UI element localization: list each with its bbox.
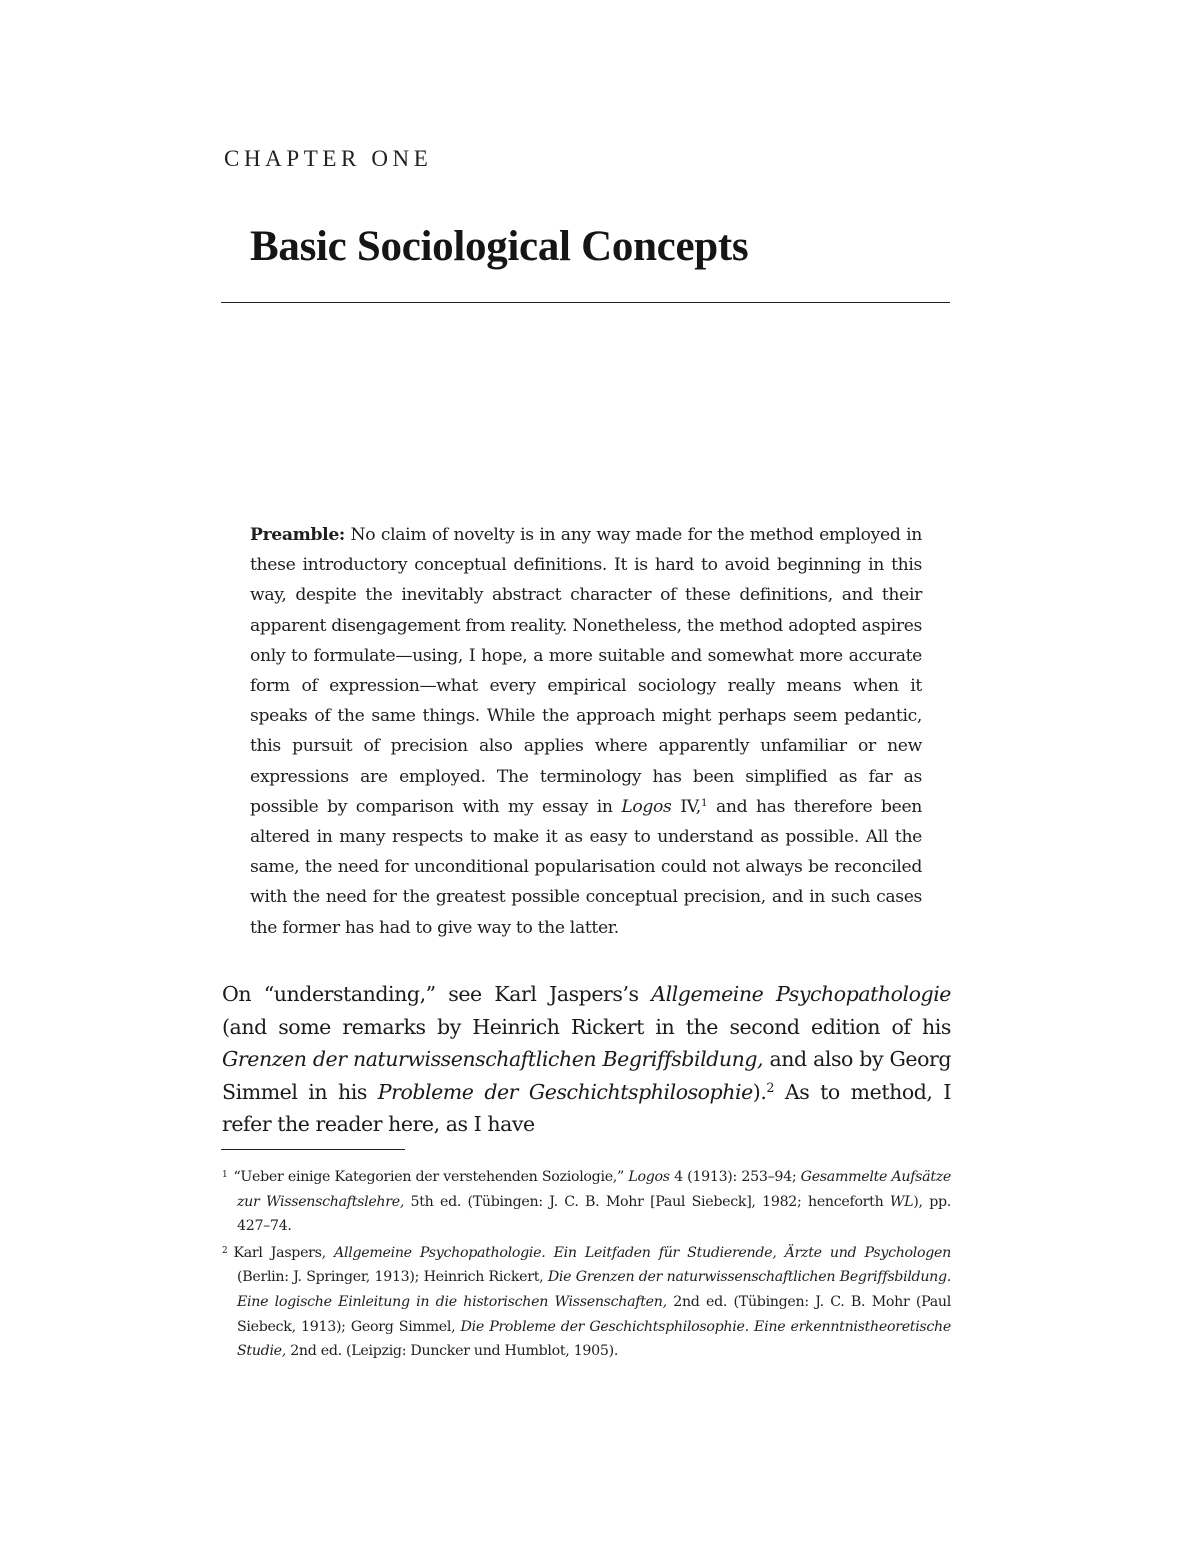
- footnote-ref-2: 2: [766, 1079, 775, 1095]
- footnotes: [222, 1163, 951, 1364]
- footnote-italic: Allgemeine Psychopathologie. Ein Leitfaden für Studierende, Ärzte und Psychologen: [334, 1244, 951, 1261]
- footnote-ref-1: 1: [700, 795, 708, 809]
- footnote-text: “Ueber einige Kategorien der verstehenden Soziologie,”: [233, 1169, 629, 1185]
- footnote-italic: Logos: [628, 1169, 670, 1185]
- footnote-text: 2nd ed. (Leipzig: Duncker und Humblot, 1905).: [285, 1343, 619, 1360]
- body-paragraph: [222, 978, 951, 1141]
- footnote-mark: 1: [222, 1170, 228, 1180]
- footnote-mark: 2: [222, 1245, 228, 1256]
- body-italic: Grenzen der naturwissenschaftlichen Begriffsbildung,: [222, 1047, 764, 1071]
- preamble-label: Preamble:: [250, 525, 345, 545]
- footnote-italic: Die Probleme der Geschichtsphilosophie. Eine erkenntnistheoretische Studie,: [237, 1318, 951, 1360]
- body-text: (and some remarks by Heinrich Rickert in the second edition of his: [222, 1014, 951, 1039]
- footnote-2: [222, 1239, 951, 1364]
- preamble-text: and has therefore been altered in many respects to make it as easy to understand as possible. All the same, the need for unconditional popularisation could not always be reconciled with the need for the greatest possible conceptual precision, and in such cases the former has had to give way to the latter.: [250, 796, 922, 938]
- footnote-text: 2nd ed. (Tübingen: J. C. B. Mohr (Paul Siebeck, 1913); Georg Simmel,: [237, 1293, 951, 1335]
- body-text: ).: [752, 1079, 767, 1104]
- title-divider: [221, 302, 950, 303]
- body-italic: Allgemeine Psychopathologie: [651, 982, 951, 1006]
- body-italic: Probleme der Geschichtsphilosophie: [377, 1079, 753, 1104]
- footnote-italic: Die Grenzen der naturwissenschaftlichen Begriffsbildung. Eine logische Einleitung in die historischen Wissenschaften,: [237, 1269, 951, 1310]
- preamble-text: No claim of novelty is in any way made for the method employed in these introductory conceptual definitions. It is hard to avoid beginning in this way, despite the inevitably abstract character of these definitions, and their apparent disengagement from reality. Nonetheless, the method adopted aspires only to formulate—using, I hope, a more suitable and somewhat more accurate form of expression—what every empirical sociology really means when it speaks of the same things. While the approach might perhaps seem pedantic, this pursuit of precision also applies where apparently unfamiliar or new expressions are employed. The terminology has been simplified as far as possible by comparison with my essay in: [250, 525, 922, 817]
- body-text: On “understanding,” see Karl Jaspers’s: [222, 982, 652, 1006]
- footnote-divider: [221, 1149, 405, 1150]
- footnote-text: 5th ed. (Tübingen: J. C. B. Mohr [Paul Siebeck], 1982; henceforth: [404, 1193, 890, 1210]
- footnote-1: [222, 1163, 951, 1239]
- preamble-text: IV,: [671, 796, 701, 817]
- preamble-italic-logos: Logos: [621, 796, 672, 817]
- footnote-text: 4 (1913): 253–94;: [669, 1169, 801, 1185]
- footnote-italic: Gesammelte Aufsätze zur Wissenschaftslehre,: [237, 1169, 951, 1210]
- footnote-italic: WL: [889, 1193, 914, 1210]
- chapter-label: CHAPTER ONE: [224, 146, 433, 171]
- preamble-paragraph: [250, 520, 922, 943]
- footnote-text: ), pp. 427–74.: [237, 1193, 951, 1235]
- body-text: As to method, I refer the reader here, as I have: [222, 1079, 951, 1136]
- body-text: and also by Georg Simmel in his: [222, 1047, 951, 1104]
- footnote-text: Karl Jaspers,: [233, 1244, 335, 1261]
- footnote-text: (Berlin: J. Springer, 1913); Heinrich Rickert,: [237, 1269, 548, 1286]
- chapter-title: Basic Sociological Concepts: [250, 223, 749, 270]
